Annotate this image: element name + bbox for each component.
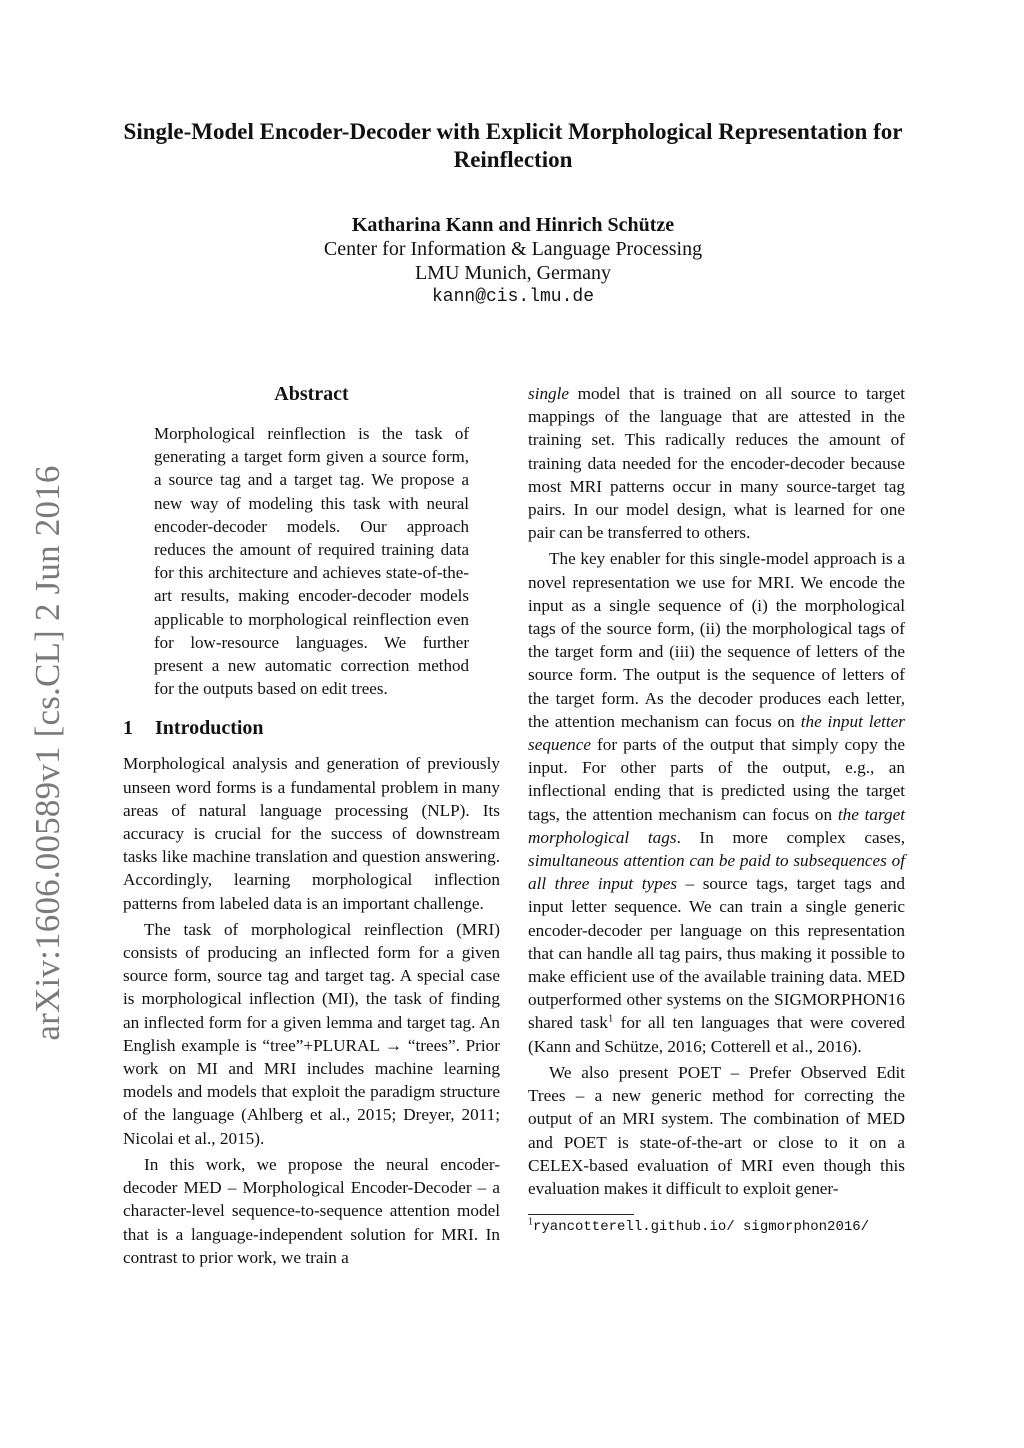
intro-paragraph-4-part-d: – source tags, target tags and input letter sequence. We can train a single generic encoder-decoder per language on this representation that can handle all tag pairs, thus making it possible to make efficient use of the available training data. MED outperformed other systems on the SIGMORPHON16 shared task (528, 874, 905, 1033)
intro-paragraph-4-part-c: . In more complex cases, (676, 827, 905, 847)
intro-paragraph-4 (528, 547, 905, 1057)
intro-paragraph-5: We also present POET – Prefer Observed Edit Trees – a new generic method for correcting the output of an MRI system. The combination of MED and POET is state-of-the-art or close to it on a CELEX-based evaluation of MRI even though this evaluation makes it difficult to exploit gener- (528, 1062, 905, 1198)
intro-paragraph-3 (123, 1153, 500, 1269)
intro-paragraph-4-part-b: for parts of the output that simply copy the input. For other parts of the output, e.g., an inflectional ending that is predicted using the target tags, the attention mechanism can focus on (528, 735, 905, 824)
section-title: Introduction (155, 717, 264, 740)
intro-paragraph-2: The task of morphological reinflection (MRI) consists of producing an inflected form for a given source form, source tag and target tag. A special case is morphological inflection (MI), the task of finding an inflected form for a given lemma and target tag. An English example is “tree”+PLURAL → “trees”. Prior work on MI and MRI includes machine learning models and models that exploit the paradigm structure of the language (Ahlberg et al., 2015; Dreyer, 2011; Nicolai et al., 2015). (123, 919, 500, 1148)
intro-paragraph-1: Morphological analysis and generation of previously unseen word forms is a fundamental problem in many areas of natural language processing (NLP). Its accuracy is crucial for the success of downstream tasks like machine translation and question answering. Accordingly, learning morphological inflection patterns from labeled data is an important challenge. (123, 754, 500, 913)
footnote-url[interactable]: ryancotterell.github.io/ sigmorphon2016/ (533, 1219, 870, 1236)
author-block (120, 213, 906, 309)
emphasis-simultaneous-attention: simultaneous attention can be paid to subsequences of all three input types (528, 851, 905, 894)
intro-paragraph-4-part-e: for all ten languages that were covered (Kann and Schütze, 2016; Cotterell et al., 2016). (528, 1013, 906, 1056)
author-affiliation: Center for Information & Language Processing (323, 238, 703, 260)
emphasis-input-letter-sequence: the input letter sequence (528, 711, 905, 755)
emphasis-target-tags: the target morphological tags (528, 804, 905, 847)
section-number: 1 (123, 717, 133, 740)
intro-paragraph-3-text: In this work, we propose the neural encoder-decoder MED – Morphological Encoder-Decoder – a character-level sequence-to-sequence attention model that is a language-independent solution for MRI. In contrast to prior work, we train a (123, 1154, 500, 1267)
arxiv-identifier-stamp (18, 460, 78, 1046)
author-email: kann@cis.lmu.de (431, 287, 595, 307)
paper-title: Single-Model Encoder-Decoder with Explicit Morphological Representation for Reinflection (123, 119, 903, 172)
left-column (123, 380, 500, 1269)
abstract-text: Morphological reinflection is the task of generating a target form given a source form, a source tag and a target tag. We propose a new way of modeling this task with neural encoder-decoder models. Our approach reduces the amount of required training data for this architecture and achieves state-of-the-art results, making encoder-decoder models applicable to morphological reinflection even for low-resource languages. We further present a new automatic correction method for the outputs based on edit trees. (154, 424, 469, 699)
abstract-heading: Abstract (274, 383, 349, 405)
intro-paragraph-3-tail: model that is trained on all source to target mappings of the language that are attested in the training set. This radically reduces the amount of training data needed for the encoder-decoder because most MRI patterns occur in many source-target tag pairs. In our model design, what is learned for one pair can be transferred to others. (528, 384, 905, 543)
intro-paragraph-3-continued (528, 382, 905, 544)
footnote-reference: 1 (607, 1012, 614, 1025)
arxiv-id-text: arXiv:1606.00589v1 [cs.CL] 2 Jun 2016 (28, 465, 67, 1041)
right-column (528, 382, 905, 1237)
author-location: LMU Munich, Germany (414, 262, 612, 284)
footnote-mark: 1 (528, 1216, 533, 1228)
intro-paragraph-4-part-a: The key enabler for this single-model approach is a novel representation we use for MRI. We encode the input as a single sequence of (i) the morphological tags of the source form, (ii) the morphological tags of the target form and (iii) the sequence of letters of the source form. The output is the sequence of letters of the target form. As the decoder produces each letter, the attention mechanism can focus on (528, 549, 905, 731)
emphasis-single: single (528, 384, 570, 403)
footnote (528, 1218, 905, 1237)
author-names: Katharina Kann and Hinrich Schütze (351, 214, 675, 236)
section-heading-introduction (123, 714, 500, 742)
